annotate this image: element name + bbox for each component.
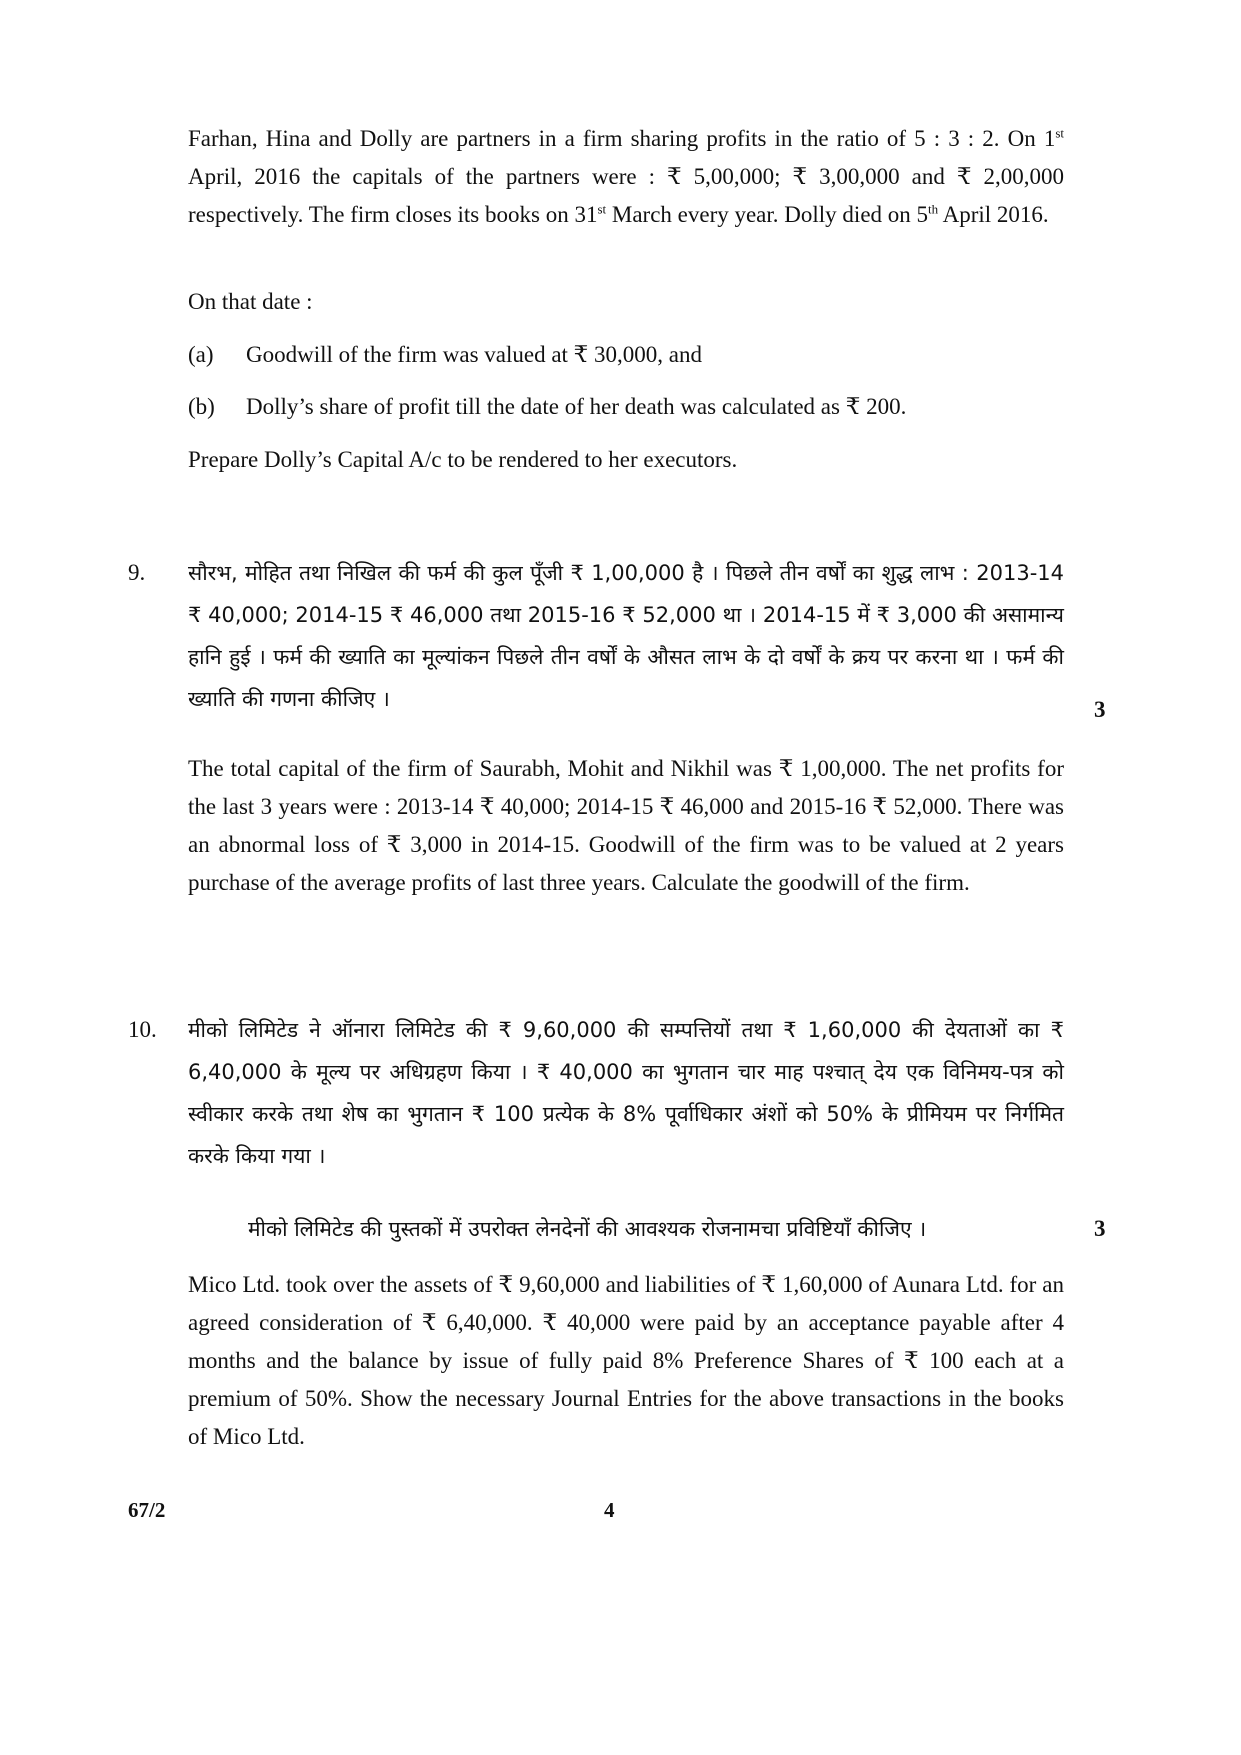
q8-intro-part: April 2016. xyxy=(938,202,1049,227)
q10-hindi-text: मीको लिमिटेड ने ऑनारा लिमिटेड की ₹ 9,60,000 की सम्पत्तियों तथा ₹ 1,60,000 की देयताओं का ₹ 6,40,000 के मूल्य पर अधिग्रहण किया । ₹ 40,000 का भुगतान चार माह पश्चात् देय एक विनिमय-पत्र को स्वीकार करके तथा शेष का भुगतान ₹ 100 प्रत्येक के 8% पूर्वाधिकार अंशों को 50% के प्रीमियम पर निर्गमित करके किया गया । xyxy=(188,1018,1064,1168)
ordinal-suffix: st xyxy=(597,201,607,217)
ordinal-suffix: th xyxy=(928,201,939,217)
q8-intro-part: Farhan, Hina and Dolly are partners in a firm sharing profits in the ratio of 5 : 3 : 2. On 1 xyxy=(188,126,1056,151)
ordinal-suffix: st xyxy=(1055,125,1064,141)
q8-item-b xyxy=(188,388,906,426)
paper-code: 67/2 xyxy=(128,1498,166,1522)
q10-english-text: Mico Ltd. took over the assets of ₹ 9,60,000 and liabilities of ₹ 1,60,000 of Aunara Ltd. for an agreed consideration of ₹ 6,40,000. ₹ 40,000 were paid by an acceptance payable after 4 months and the balance by issue of fully paid 8% Preference Shares of ₹ 100 each at a premium of 50%. Show the necessary Journal Entries for the above transactions in the books of Mico Ltd. xyxy=(188,1272,1064,1449)
q8-intro-part: March every year. Dolly died on 5 xyxy=(606,202,929,227)
item-text: Goodwill of the firm was valued at ₹ 30,000, and xyxy=(246,342,703,367)
q8-on-that-date: On that date : xyxy=(188,289,313,314)
question-number-9: 9. xyxy=(128,560,146,585)
q10-hindi-instruction: मीको लिमिटेड की पुस्तकों में उपरोक्त लेनदेनों की आवश्यक रोजनामचा प्रविष्टियाँ कीजिए । xyxy=(248,1217,927,1241)
question-number-10: 10. xyxy=(128,1017,157,1042)
item-label: (b) xyxy=(188,394,215,419)
item-label: (a) xyxy=(188,342,214,367)
q10-marks: 3 xyxy=(1094,1216,1106,1241)
q9-marks: 3 xyxy=(1094,697,1106,722)
page-number: 4 xyxy=(604,1498,615,1522)
q9-hindi-text: सौरभ, मोहित तथा निखिल की फर्म की कुल पूँजी ₹ 1,00,000 है । पिछले तीन वर्षों का शुद्ध लाभ : 2013-14 ₹ 40,000; 2014-15 ₹ 46,000 तथा 2015-16 ₹ 52,000 था । 2014-15 में ₹ 3,000 की असामान्य हानि हुई । फर्म की ख्याति का मूल्यांकन पिछले तीन वर्षों के औसत लाभ के दो वर्षों के क्रय पर करना था । फर्म की ख्याति की गणना कीजिए । xyxy=(188,561,1064,711)
q8-intro-paragraph xyxy=(188,120,1064,234)
q8-item-a xyxy=(188,336,702,374)
q8-intro-part: April, 2016 the capitals of the partners were : ₹ 5,00,000; ₹ 3,00,000 and ₹ 2,00,000 respectively. The firm closes its books on 31 xyxy=(188,164,1064,227)
q9-english-text: The total capital of the firm of Saurabh, Mohit and Nikhil was ₹ 1,00,000. The net profits for the last 3 years were : 2013-14 ₹ 40,000; 2014-15 ₹ 46,000 and 2015-16 ₹ 52,000. There was an abnormal loss of ₹ 3,000 in 2014-15. Goodwill of the firm was to be valued at 2 years purchase of the average profits of last three years. Calculate the goodwill of the firm. xyxy=(188,756,1064,895)
item-text: Dolly’s share of profit till the date of her death was calculated as ₹ 200. xyxy=(246,394,907,419)
q8-instruction: Prepare Dolly’s Capital A/c to be rendered to her executors. xyxy=(188,447,738,472)
